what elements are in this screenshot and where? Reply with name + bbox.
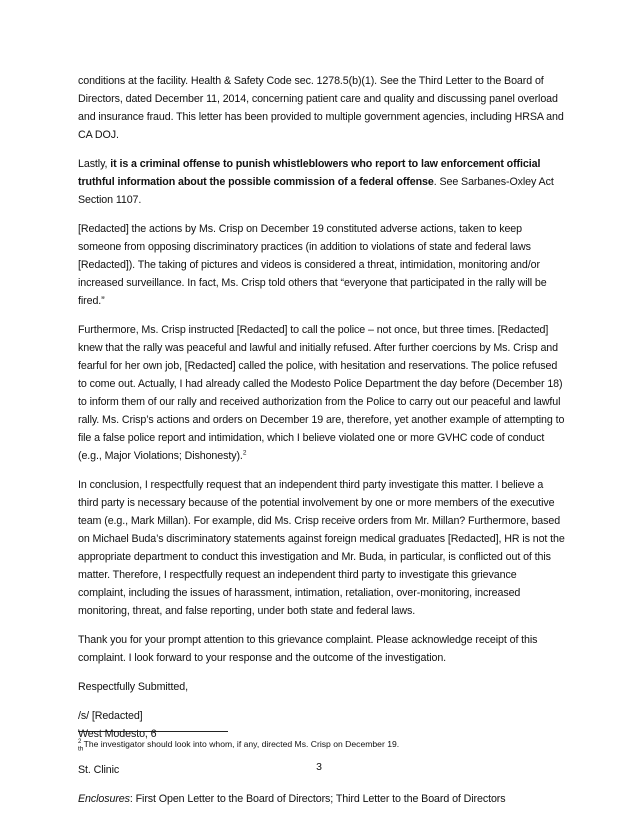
document-body [78, 72, 566, 819]
footnote-text: The investigator should look into whom, if any, directed Ms. Crisp on December 19. [81, 739, 400, 749]
location-prefix: West Modesto, 6 [78, 728, 157, 740]
location-ordinal: th [78, 745, 84, 753]
signature-line: /s/ [Redacted] [78, 710, 143, 722]
enclosures-label: Enclosures [78, 793, 130, 805]
paragraph-tail-text: . See Sarbanes-Oxley Act Section 1107. [78, 176, 554, 206]
paragraph-conclusion: In conclusion, I respectfully request that an independent third party investigate this matter. I believe a third party is necessary because of the potential involvement by one or more members of the executive team (e.g., Mark Millan). For example, did Ms. Crisp receive orders from Mr. Millan? Furthermore, based on Michael Buda’s discriminatory statements against foreign medical graduates [Redacted], HR is not the appropriate department to conduct this investigation and Mr. Buda, in particular, is conflicted out of this matter. Therefore, I respectfully request an independent third party to investigate this grievance complaint, including the issues of harassment, intimation, retaliation, over-monitoring, increased monitoring, threat, and false reporting, under both state and federal laws. [78, 479, 565, 617]
paragraph-police-text: Furthermore, Ms. Crisp instructed [Redacted] to call the police – not once, but three times. [Redacted] knew that the rally was peaceful and lawful and initially refused. After further coercions by Ms. Crisp and fearful for her own job, [Redacted] called the police, with hesitation and reservations. The police refused to come out. Actually, I had already called the Modesto Police Department the day before (December 18) to inform them of our rally and received authorization from the Police to carry out our peaceful and lawful rally. Ms. Crisp’s actions and orders on December 19 are, therefore, yet another example of attempting to file a false police report and intimidation, which I believe violated one or more GVHC code of conduct (e.g., Major Violations; Dishonesty). [78, 324, 565, 462]
paragraph-lead-text: Lastly, [78, 158, 111, 170]
footnote-reference[interactable]: 2 [242, 449, 247, 457]
footnote-mark: 2 [78, 739, 82, 746]
bold-emphasis-text: it is a criminal offense to punish whistleblowers who report to law enforcement official truthful information about the possible commission of a federal offense [78, 158, 541, 188]
closing-line: Respectfully Submitted, [78, 681, 188, 693]
footnote [78, 738, 566, 753]
paragraph-thank-you: Thank you for your prompt attention to this grievance complaint. Please acknowledge receipt of this complaint. I look forward to your response and the outcome of the investigation. [78, 634, 538, 664]
paragraph-facility-conditions: conditions at the facility. Health & Safety Code sec. 1278.5(b)(1). See the Third Letter to the Board of Directors, dated December 11, 2014, concerning patient care and quality and discussing panel overload and insurance fraud. This letter has been provided to multiple government agencies, including HRSA and CA DOJ. [78, 75, 564, 141]
footnote-divider [78, 731, 228, 732]
location-suffix: St. Clinic [78, 764, 120, 776]
paragraph-police-call [78, 321, 566, 465]
page-number: 3 [316, 761, 322, 773]
enclosures-line [78, 790, 566, 808]
paragraph-criminal-offense [78, 155, 566, 209]
enclosures-text: : First Open Letter to the Board of Directors; Third Letter to the Board of Directors [129, 793, 506, 805]
paragraph-adverse-actions: [Redacted] the actions by Ms. Crisp on December 19 constituted adverse actions, taken to keep someone from opposing discriminatory practices (in addition to violations of state and federal laws [Redacted]). The taking of pictures and videos is considered a threat, intimidation, monitoring and/or increased surveillance. In fact, Ms. Crisp told others that “everyone that participated in the rally will be fired.” [78, 223, 547, 307]
